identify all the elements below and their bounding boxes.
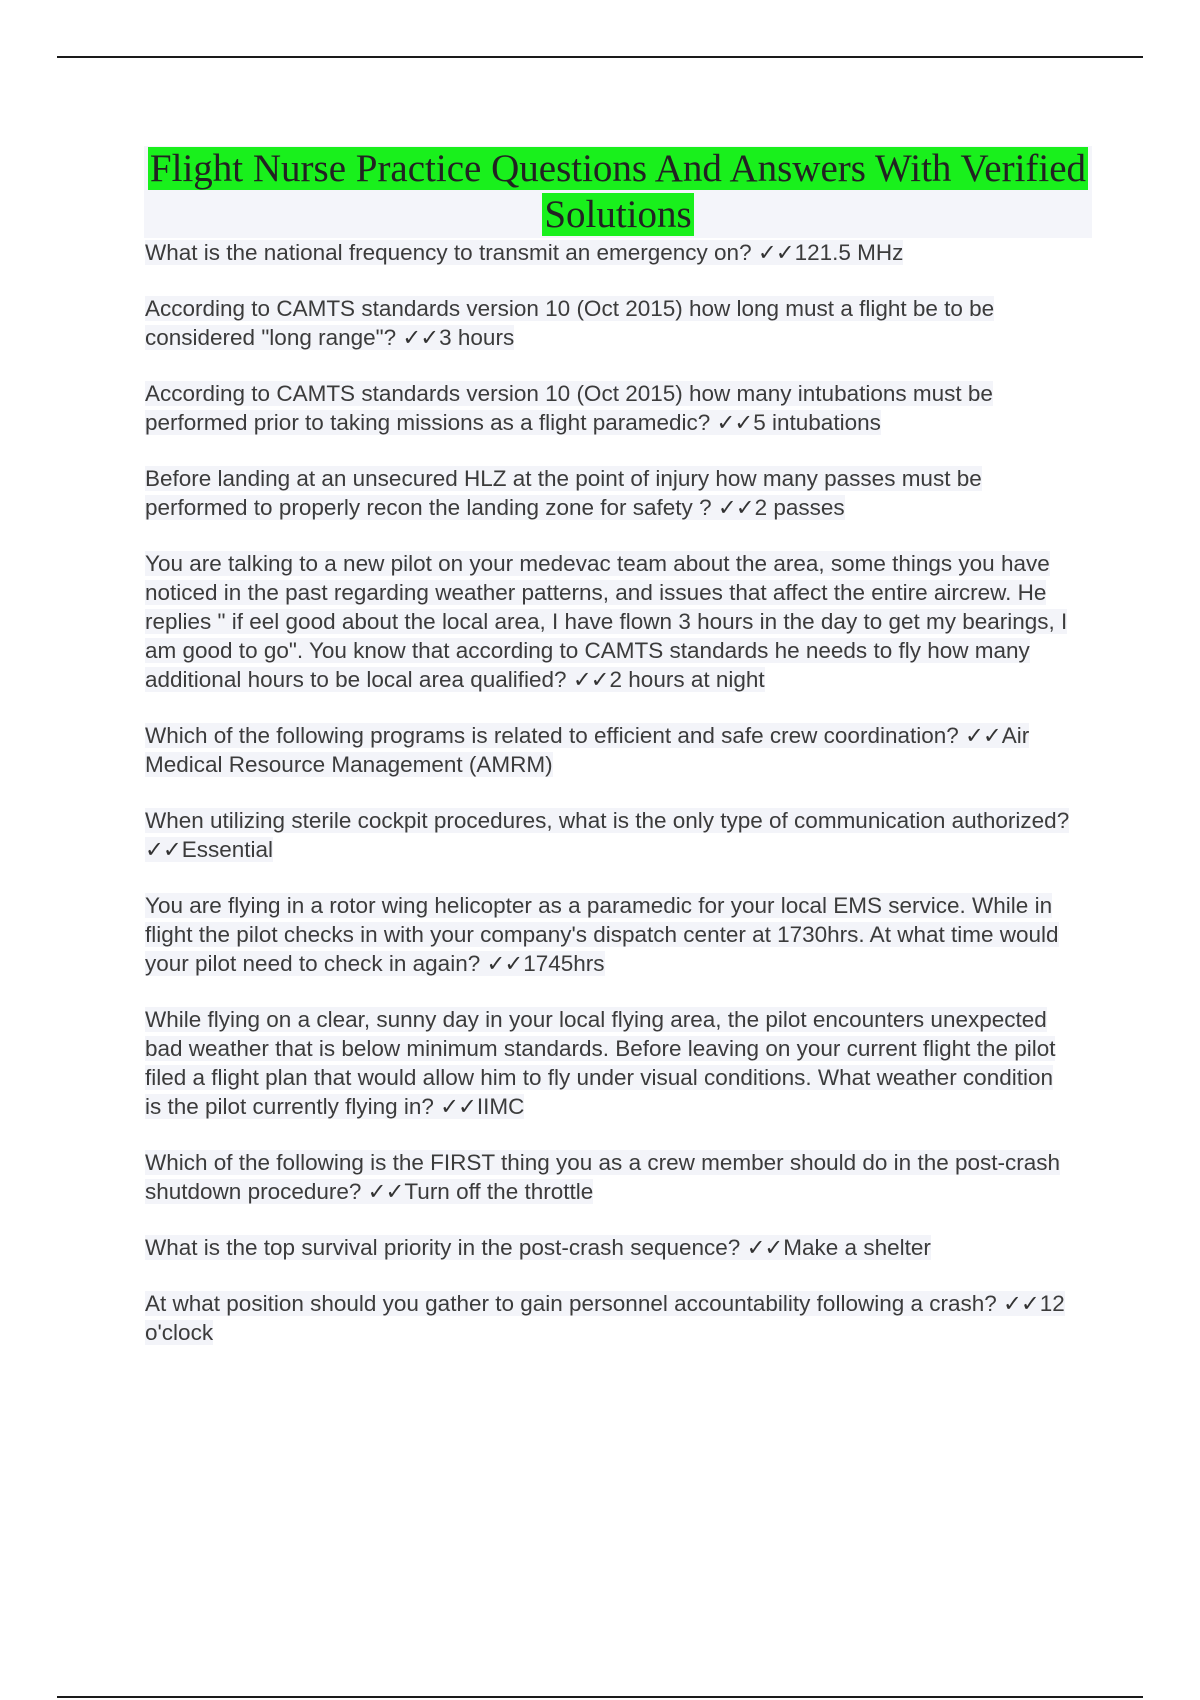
check-icon: ✓✓ xyxy=(572,667,609,692)
question-text: While flying on a clear, sunny day in your local flying area, the pilot encounters unexpected bad weather that is below minimum standards. Before leaving on your current flight the pilot filed a flight plan that would allow him to fly under visual conditions. What weather condition is the pilot currently flying in? xyxy=(145,1007,1056,1119)
qa-item xyxy=(145,806,1075,864)
answer-text: 5 intubations xyxy=(753,410,881,435)
answer-text: 3 hours xyxy=(439,325,515,350)
answer-text: 12 o'clock xyxy=(145,1291,1065,1345)
question-text: According to CAMTS standards version 10 (Oct 2015) how long must a flight be to be considered "long range"? xyxy=(145,296,995,350)
check-icon: ✓✓ xyxy=(145,837,181,862)
top-rule xyxy=(57,56,1143,58)
check-icon: ✓✓ xyxy=(1003,1291,1039,1316)
qa-item xyxy=(145,1005,1075,1121)
question-text: Before landing at an unsecured HLZ at the point of injury how many passes must be performed to properly recon the landing zone for safety ? xyxy=(145,466,982,520)
question-text: Which of the following programs is related to efficient and safe crew coordination? xyxy=(145,723,959,748)
question-text: Which of the following is the FIRST thing you as a crew member should do in the post-crash shutdown procedure? xyxy=(145,1150,1061,1204)
question-text: At what position should you gather to gain personnel accountability following a crash? xyxy=(145,1291,997,1316)
qa-item xyxy=(145,1289,1075,1347)
document-title: Flight Nurse Practice Questions And Answers With Verified Solutions xyxy=(149,147,1087,236)
qa-item xyxy=(145,238,1075,267)
answer-text: Air Medical Resource Management (AMRM) xyxy=(145,723,1030,777)
answer-text: 1745hrs xyxy=(523,951,605,976)
answer-text: 121.5 MHz xyxy=(794,240,904,265)
check-icon: ✓✓ xyxy=(367,1179,404,1204)
answer-text: 2 passes xyxy=(754,495,845,520)
question-text: What is the national frequency to transmit an emergency on? xyxy=(145,240,752,265)
question-text: When utilizing sterile cockpit procedures, what is the only type of communication authorized? xyxy=(145,808,1070,833)
qa-list xyxy=(145,238,1075,1374)
answer-text: Make a shelter xyxy=(783,1235,931,1260)
bottom-rule xyxy=(57,1696,1143,1698)
check-icon: ✓✓ xyxy=(716,410,753,435)
qa-item xyxy=(145,1233,1075,1262)
check-icon: ✓✓ xyxy=(746,1235,783,1260)
question-text: You are talking to a new pilot on your medevac team about the area, some things you have noticed in the past regarding weather patterns, and issues that affect the entire aircrew. He replies " if eel good about the local area, I have flown 3 hours in the day to get my bearings, I am good to go". You know that according to CAMTS standards he needs to fly how many additional hours to be local area qualified? xyxy=(145,551,1068,692)
answer-text: Turn off the throttle xyxy=(404,1179,594,1204)
check-icon: ✓✓ xyxy=(757,240,794,265)
answer-text: 2 hours at night xyxy=(609,667,765,692)
question-text: You are flying in a rotor wing helicopter as a paramedic for your local EMS service. While in flight the pilot checks in with your company's dispatch center at 1730hrs. At what time would your pilot need to check in again? xyxy=(145,893,1059,976)
question-text: What is the top survival priority in the post-crash sequence? xyxy=(145,1235,741,1260)
check-icon: ✓✓ xyxy=(965,723,1001,748)
check-icon: ✓✓ xyxy=(440,1094,476,1119)
qa-item xyxy=(145,379,1075,437)
check-icon: ✓✓ xyxy=(402,325,439,350)
answer-text: IIMC xyxy=(476,1094,525,1119)
qa-item xyxy=(145,549,1075,694)
qa-item xyxy=(145,891,1075,978)
title-band xyxy=(144,146,1092,238)
answer-text: Essential xyxy=(181,837,274,862)
qa-item xyxy=(145,721,1075,779)
question-text: According to CAMTS standards version 10 (Oct 2015) how many intubations must be performed prior to taking missions as a flight paramedic? xyxy=(145,381,993,435)
check-icon: ✓✓ xyxy=(486,951,523,976)
check-icon: ✓✓ xyxy=(717,495,754,520)
qa-item xyxy=(145,294,1075,352)
qa-item xyxy=(145,1148,1075,1206)
qa-item xyxy=(145,464,1075,522)
